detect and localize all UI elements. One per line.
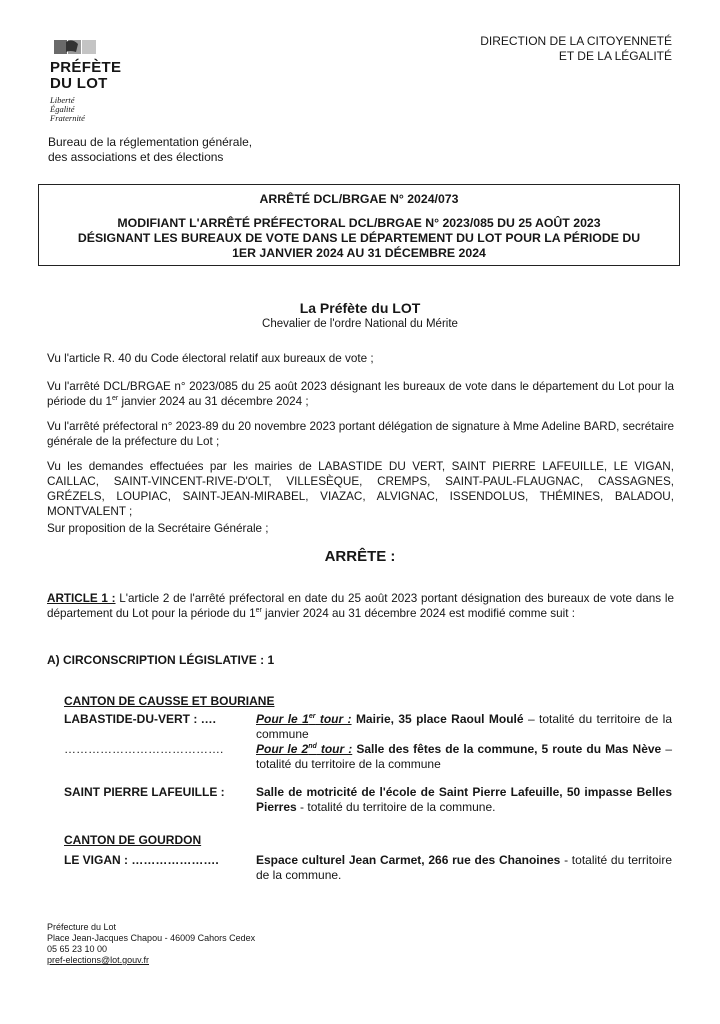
- title-line-2: MODIFIANT L'ARRÊTÉ PRÉFECTORAL DCL/BRGAE N° 2023/085 DU 25 AOÛT 2023: [117, 216, 601, 230]
- article-1: ARTICLE 1 : L'article 2 de l'arrêté préfectoral en date du 25 août 2023 portant désignation des bureaux de vote dans le département du Lot pour la période du 1er janvier 2024 au 31 décembre 2024 est modifié comme suit :: [47, 592, 674, 620]
- saint-pierre-desc: Salle de motricité de l'école de Saint Pierre Lafeuille, 50 impasse Belles Pierres - totalité du territoire de la commune.: [256, 785, 672, 814]
- visa-3: Vu l'arrêté préfectoral n° 2023-89 du 20 novembre 2023 portant délégation de signature à Mme Adeline BARD, secrétaire générale de la préfecture du Lot ;: [47, 420, 674, 448]
- commune-labastide: LABASTIDE-DU-VERT : ….: [64, 712, 216, 726]
- commune-saint-pierre-lafeuille: SAINT PIERRE LAFEUILLE :: [64, 785, 225, 799]
- labastide-tour-2: Pour le 2nd tour : Salle des fêtes de la commune, 5 route du Mas Nève – totalité du territoire de la commune: [256, 742, 672, 771]
- prefete-name: La Préfète du LOT: [299, 300, 421, 316]
- article-1-label: ARTICLE 1 :: [47, 592, 116, 605]
- footer-phone: 05 65 23 10 00: [47, 944, 108, 954]
- labastide-dots: ………………………………….: [64, 742, 224, 756]
- visa-1: Vu l'article R. 40 du Code électoral relatif aux bureaux de vote ;: [47, 352, 374, 365]
- title-line-3: DÉSIGNANT LES BUREAUX DE VOTE DANS LE DÉPARTEMENT DU LOT POUR LA PÉRIODE DU: [77, 231, 641, 245]
- direction-header: DIRECTION DE LA CITOYENNETÉ ET DE LA LÉGALITÉ: [480, 34, 672, 63]
- visa-4: Vu les demandes effectuées par les mairies de LABASTIDE DU VERT, SAINT PIERRE LAFEUILLE, LE VIGAN, CAILLAC, SAINT-VINCENT-RIVE-D'OLT, VILLESÈQUE, CREMPS, SAINT-PAUL-FLAUGNAC, CASSAGNES, GRÉZELS, LOUPIAC, SAINT-JEAN-MIRABEL, VIAZAC, ALVIGNAC, ISSENDOLUS, THÉMINES, BALADOU, MONTVALENT ;: [47, 460, 674, 518]
- section-circonscription: A) CIRCONSCRIPTION LÉGISLATIVE : 1: [47, 653, 275, 667]
- arrete-heading: ARRÊTE :: [324, 548, 396, 565]
- footer-address: Place Jean-Jacques Chapou - 46009 Cahors Cedex: [47, 933, 256, 943]
- footer-name: Préfecture du Lot: [47, 922, 117, 932]
- visa-5: Sur proposition de la Secrétaire Générale ;: [47, 522, 269, 535]
- title-box: [38, 184, 680, 266]
- logo-title: PRÉFÈTE DU LOT: [50, 59, 122, 92]
- footer: [47, 922, 255, 966]
- commune-le-vigan: LE VIGAN : ………………….: [64, 853, 219, 867]
- footer-email-link[interactable]: pref-elections@lot.gouv.fr: [47, 955, 150, 965]
- devise: Liberté Égalité Fraternité: [50, 95, 85, 123]
- canton-gourdon: CANTON DE GOURDON: [64, 833, 202, 847]
- arrete-number: ARRÊTÉ DCL/BRGAE N° 2024/073: [259, 192, 459, 206]
- canton-causse-bouriane: CANTON DE CAUSSE ET BOURIANE: [64, 694, 275, 708]
- le-vigan-desc: Espace culturel Jean Carmet, 266 rue des Chanoines - totalité du territoire de la commune.: [256, 853, 673, 882]
- title-line-4: 1ER JANVIER 2024 AU 31 DÉCEMBRE 2024: [232, 246, 486, 260]
- prefete-subtitle: Chevalier de l'ordre National du Mérite: [262, 318, 458, 330]
- labastide-tour-1: Pour le 1er tour : Mairie, 35 place Raoul Moulé – totalité du territoire de la commune: [256, 712, 672, 741]
- marianne-logo-icon: [54, 38, 98, 56]
- bureau-name: Bureau de la réglementation générale, des associations et des élections: [48, 135, 253, 164]
- prefete-heading: [0, 300, 720, 331]
- visa-2: Vu l'arrêté DCL/BRGAE n° 2023/085 du 25 août 2023 désignant les bureaux de vote dans le département du Lot pour la période du 1er janvier 2024 au 31 décembre 2024 ;: [47, 380, 674, 408]
